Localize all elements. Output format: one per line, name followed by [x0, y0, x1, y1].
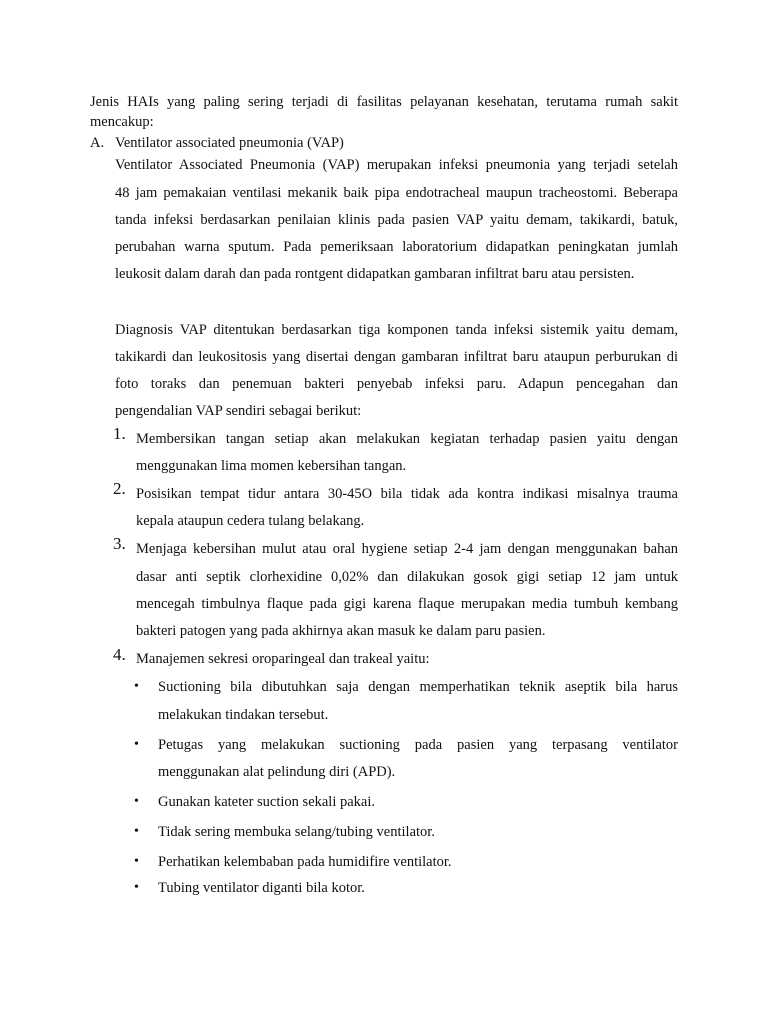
intro-line-1: Jenis HAIs yang paling sering terjadi di fasilitas pelayanan kesehatan, terutama rumah sakit — [90, 94, 678, 110]
paragraph-line: Diagnosis VAP ditentukan berdasarkan tiga komponen tanda infeksi sistemik yaitu demam, — [115, 322, 678, 338]
bullet-marker: • — [134, 794, 139, 809]
intro-line-2: mencakup: — [90, 114, 154, 130]
list-item-line: mencegah timbulnya flaque pada gigi karena flaque merupakan media tumbuh kembang — [136, 596, 678, 612]
paragraph-line: pengendalian VAP sendiri sebagai berikut: — [115, 403, 362, 419]
section-a-marker: A. — [90, 135, 105, 151]
list-marker: 1. — [113, 424, 126, 443]
paragraph-line: tanda infeksi berdasarkan penilaian klinis pada pasien VAP yaitu demam, takikardi, batuk, — [115, 212, 678, 228]
list-item-line: Posisikan tempat tidur antara 30-45O bila tidak ada kontra indikasi misalnya trauma — [136, 486, 678, 502]
bullet-marker: • — [134, 880, 139, 895]
paragraph-line: leukosit dalam darah dan pada rontgent didapatkan gambaran infiltrat baru atau persisten. — [115, 266, 635, 282]
bullet-marker: • — [134, 679, 139, 694]
paragraph-line: Ventilator Associated Pneumonia (VAP) merupakan infeksi pneumonia yang terjadi setelah — [115, 157, 678, 173]
bullet-line: Tubing ventilator diganti bila kotor. — [158, 880, 365, 896]
list-item-line: Membersikan tangan setiap akan melakukan kegiatan terhadap pasien yaitu dengan — [136, 431, 678, 447]
bullet-line: Perhatikan kelembaban pada humidifire ventilator. — [158, 854, 452, 870]
list-item-line: kepala ataupun cedera tulang belakang. — [136, 513, 365, 529]
bullet-marker: • — [134, 824, 139, 839]
bullet-line: menggunakan alat pelindung diri (APD). — [158, 764, 396, 780]
bullet-marker: • — [134, 854, 139, 869]
list-item-line: bakteri patogen yang pada akhirnya akan masuk ke dalam paru pasien. — [136, 623, 546, 639]
list-item-line: menggunakan lima momen kebersihan tangan. — [136, 458, 407, 474]
bullet-line: Suctioning bila dibutuhkan saja dengan memperhatikan teknik aseptik bila harus — [158, 679, 678, 695]
paragraph-line: perubahan warna sputum. Pada pemeriksaan laboratorium didapatkan peningkatan jumlah — [115, 239, 678, 255]
bullet-line: Gunakan kateter suction sekali pakai. — [158, 794, 376, 810]
list-item-line: Menjaga kebersihan mulut atau oral hygiene setiap 2-4 jam dengan menggunakan bahan — [136, 541, 678, 557]
list-item-line: Manajemen sekresi oroparingeal dan trakeal yaitu: — [136, 651, 430, 667]
bullet-line: Petugas yang melakukan suctioning pada pasien yang terpasang ventilator — [158, 737, 678, 753]
list-marker: 2. — [113, 479, 126, 498]
paragraph-line: 48 jam pemakaian ventilasi mekanik baik pipa endotracheal maupun tracheostomi. Beberapa — [115, 185, 678, 201]
list-item-line: dasar anti septik clorhexidine 0,02% dan dilakukan gosok gigi setiap 12 jam untuk — [136, 569, 678, 585]
paragraph-line: takikardi dan leukositosis yang disertai dengan gambaran infiltrat baru ataupun perburukan di — [115, 349, 678, 365]
section-a-heading: Ventilator associated pneumonia (VAP) — [115, 135, 344, 151]
bullet-marker: • — [134, 737, 139, 752]
paragraph-line: foto toraks dan penemuan bakteri penyebab infeksi paru. Adapun pencegahan dan — [115, 376, 678, 392]
bullet-line: Tidak sering membuka selang/tubing ventilator. — [158, 824, 435, 840]
list-marker: 4. — [113, 645, 126, 664]
list-marker: 3. — [113, 534, 126, 553]
bullet-line: melakukan tindakan tersebut. — [158, 707, 329, 723]
